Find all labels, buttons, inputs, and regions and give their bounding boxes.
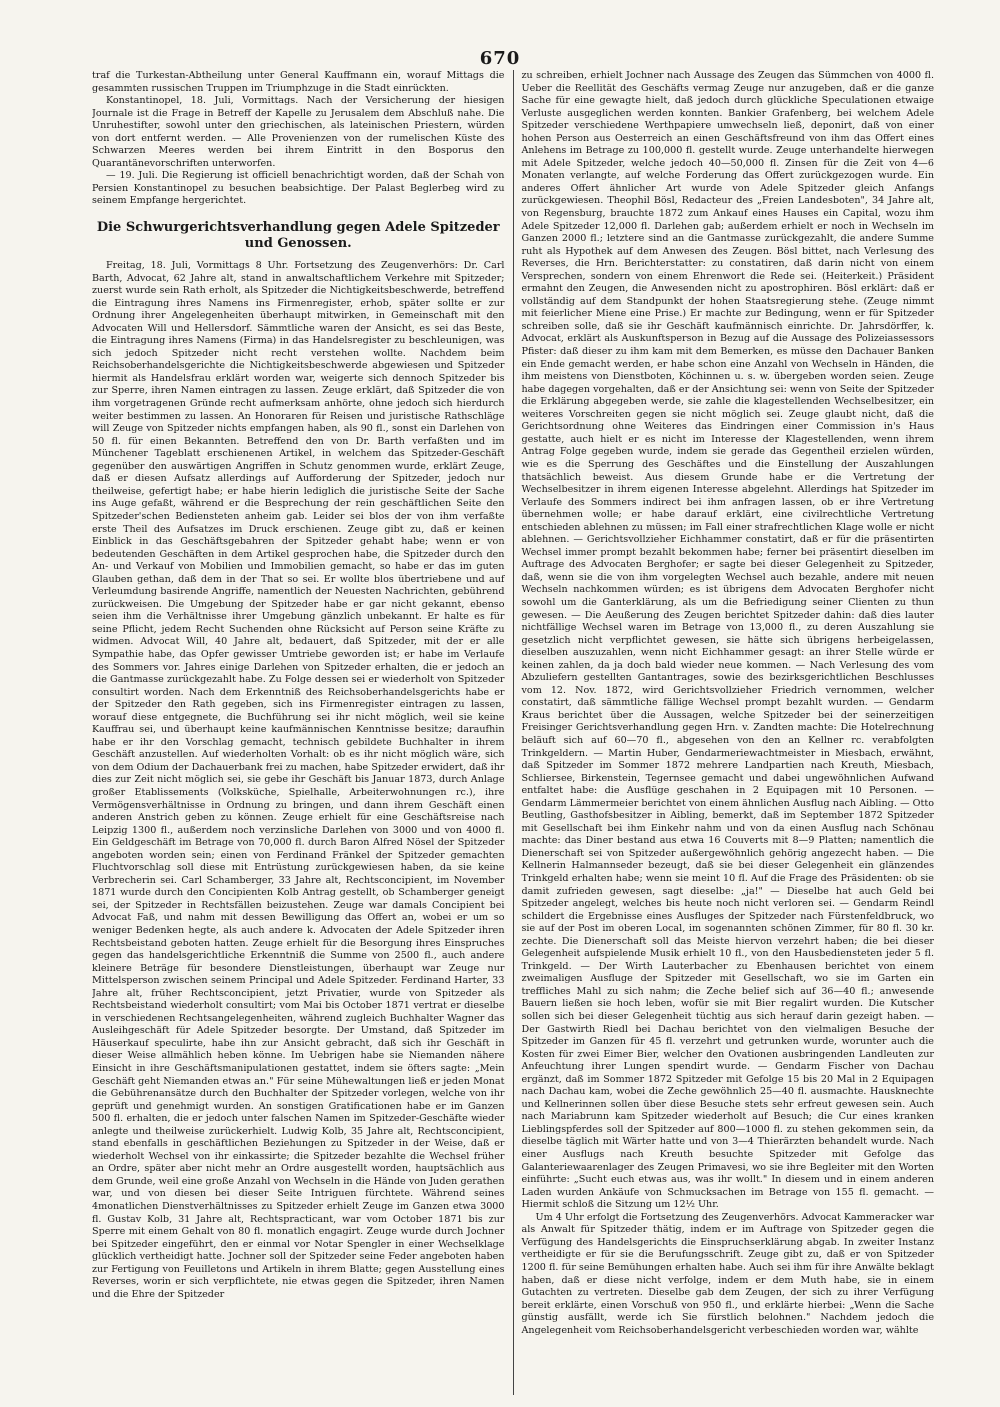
article-paragraph: Um 4 Uhr erfolgt die Fortsetzung des Zeugenverhörs. Advocat Kammeracker war als Anwalt für Spitzeder thätig, indem er im Auftrage von Spitzeder gegen die Verfügung des Handelsgerichts die Einspruchserklärung abgab. In zweiter Instanz vertheidigte er für sie die Berufungsschrift. Zeuge gibt zu, daß er von Spitzeder 1200 fl. für seine Bemühungen erhalten habe. Auch sei ihm für ihre Anwälte beklagt haben, daß er diese nicht verfolge, indem er dem Muth habe, sie in einem Gutachten zu vertreten. Dieselbe gab dem Zeugen, der sich zu ihrer Verfügung bereit erklärte, einen Vorschuß von 950 fl., und erklärte hierbei: „Wenn die Sache günstig ausfällt, werde ich Sie fürstlich belohnen." Nachdem jedoch die Angelegenheit vom Reichsoberhandelsgericht verbeschieden worden war, wählte [521, 1211, 934, 1336]
right-column [514, 70, 935, 1395]
news-paragraph: traf die Turkestan-Abtheilung unter General Kauffmann ein, worauf Mittags die gesammten russischen Truppen im Triumphzuge in die Stadt einrückten. [92, 70, 505, 94]
left-column [92, 70, 514, 1395]
article-title: Die Schwurgerichtsverhandlung gegen Adele Spitzeder und Genossen. [96, 220, 500, 252]
article-paragraph: Freitag, 18. Juli, Vormittags 8 Uhr. Fortsetzung des Zeugenverhörs: Dr. Carl Barth, Advocat, 62 Jahre alt, stand in anwaltschaftlichem Verkehre mit Spitzeder; zuerst wurde sein Rath erholt, als Spitzeder die Nichtigkeitsbeschwerde, betreffend die Eintragung ihres Namens ins Firmenregister, erhob, später sollte er zur Ordnung ihrer Angelegenheiten überhaupt mitwirken, in Gemeinschaft mit den Advocaten Will und Hellersdorf. Sämmtliche waren der Ansicht, es sei das Beste, die Eintragung ihres Namens (Firma) in das Handelsregister zu beschleunigen, was sich jedoch Spitzeder nicht recht verstehen wollte. Nachdem beim Reichsoberhandelsgerichte die Nichtigkeitsbeschwerde abgewiesen und Spitzeder hiermit als Handelsfrau erklärt worden war, weigerte sich dennoch Spitzeder bis zur Sperre, ihren Namen eintragen zu lassen. Zeuge erklärt, daß Spitzeder die von ihm vorgetragenen Gründe recht aufmerksam anhörte, ohne jedoch sich hierdurch weiter bestimmen zu lassen. An Honoraren für Reisen und juristische Rathschläge will Zeuge von Spitzeder nichts empfangen haben, als 90 fl., sonst ein Darlehen von 50 fl. für einen Bekannten. Betreffend den von Dr. Barth verfaßten und im Münchener Tageblatt erschienenen Artikel, in welchem das Spitzeder-Geschäft gegenüber den auswärtigen Angriffen in Schutz genommen wurde, erklärt Zeuge, daß er diesen Aufsatz allerdings auf Aufforderung der Spitzeder, jedoch nur theilweise, gefertigt habe; er habe hierin lediglich die juristische Seite der Sache ins Auge gefaßt, während er die Besprechung der rein geschäftlichen Seite den Spitzeder'schen Bediensteten anheim gab. Leider sei blos der von ihm verfaßte erste Theil des Aufsatzes im Druck erschienen. Zeuge gibt zu, daß er keinen Einblick in das Geschäftsgebahren der Spitzeder gehabt habe; wenn er von bedeutenden Geschäften in dem Artikel gesprochen habe, die Spitzeder durch den An- und Verkauf von Mobilien und Immobilien gemacht, so habe er das im guten Glauben gethan, daß dem in der That so sei. Er wollte blos übertriebene und auf Verleumdung basirende Angriffe, namentlich der Neuesten Nachrichten, gebührend zurückweisen. Die Umgebung der Spitzeder habe er gar nicht gekannt, ebenso seien ihm die Verhältnisse ihrer Umgebung gänzlich unbekannt. Er halte es für seine Pflicht, jedem Recht Suchenden ohne Rücksicht auf Person seine Kräfte zu widmen. Advocat Will, 40 Jahre alt, bedauert, daß Spitzeder, mit der er alle Sympathie habe, das Opfer gewisser Umtriebe geworden ist; er habe im Verlaufe des Sommers vor. Jahres einige Darlehen von Spitzeder erhalten, die er jedoch an die Gantmasse zurückgezahlt habe. Zu Folge dessen sei er wiederholt von Spitzeder consultirt worden. Nach dem Erkenntniß des Reichsoberhandelsgerichts habe er der Spitzeder den Rath gegeben, sich ins Firmenregister eintragen zu lassen, worauf diese entgegnete, die Buchführung sei ihr nicht möglich, weil sie keine Kauffrau sei, und überhaupt keine kaufmännischen Kenntnisse besitze; daraufhin habe er ihr den Vorschlag gemacht, technisch gebildete Buchhalter in ihrem Geschäft anzustellen. Auf wiederholten Vorhalt: ob es ihr nicht möglich wäre, sich von dem Odium der Dachauerbank frei zu machen, habe Spitzeder erwidert, daß ihr dies zur Zeit nicht möglich sei, sie gebe ihr Geschäft bis Januar 1873, durch Anlage großer Etablissements (Volksküche, Spielhalle, Arbeiterwohnungen rc.), ihre Vermögensverhältnisse in Ordnung zu bringen, und dann ihrem Geschäft einen anderen Anstrich geben zu können. Zeuge erhielt für eine Geschäftsreise nach Leipzig 1300 fl., außerdem noch verzinsliche Darlehen von 3000 und von 4000 fl. Ein Geldgeschäft im Betrage von 70,000 fl. durch Baron Alfred Nösel der Spitzeder angeboten worden sein; einen von Ferdinand Fränkel der Spitzeder gemachten Fluchtvorschlag soll diese mit Entrüstung zurückgewiesen haben, da sie keine Verbrecherin sei. Carl Schamberger, 33 Jahre alt, Rechtsconcipient, im November 1871 wurde durch den Concipienten Kolb Antrag gestellt, ob Schamberger geneigt sei, der Spitzeder in Rechtsfällen beizustehen. Zeuge war damals Concipient bei Advocat Faß, und nahm mit dessen Bewilligung das Offert an, wobei er um so weniger Bedenken hegte, als auch andere k. Advocaten der Adele Spitzeder ihren Rechtsbeistand geboten hatten. Zeuge erhielt für die Besorgung ihres Einspruches gegen das handelsgerichtliche Erkenntniß die Summe von 2500 fl., auch andere kleinere Beträge für besondere Dienstleistungen, überhaupt war Zeuge nur Mittelsperson zwischen seinem Principal und Adele Spitzeder. Ferdinand Harter, 33 Jahre alt, früher Rechtsconcipient, jetzt Privatier, wurde von Spitzeder als Rechtsbeistand wiederholt consultirt; vom Mai bis October 1871 vertrat er dieselbe in verschiedenen Rechtsangelegenheiten, während zugleich Buchhalter Wagner das Ausleihgeschäft für Adele Spitzeder besorgte. Der Umstand, daß Spitzeder im Häuserkauf speculirte, habe ihn zur Ansicht gebracht, daß sich ihr Geschäft in dieser Weise allmählich heben könne. Im Uebrigen habe sie Niemanden nähere Einsicht in ihre Geschäftsmanipulationen gestattet, indem sie öfters sagte: „Mein Geschäft geht Niemanden etwas an." Für seine Mühewaltungen ließ er jeden Monat die Gebührenansätze durch den Buchhalter der Spitzeder vorlegen, welche von ihr geprüft und genehmigt wurden. An sonstigen Gratificationen habe er im Ganzen 500 fl. erhalten, die er jedoch unter falschen Namen im Spitzeder-Geschäfte wieder anlegte und theilweise zurückerhielt. Ludwig Kolb, 35 Jahre alt, Rechtsconcipient, stand ebenfalls in geschäftlichen Beziehungen zu Spitzeder in der Weise, daß er wiederholt Wechsel von ihr einkassirte; die Spitzeder bezahlte die Wechsel früher an Ordre, später aber nicht mehr an Ordre ausgestellt worden, hauptsächlich aus dem Grunde, weil eine große Anzahl von Wechseln in die Hände von Juden gerathen war, und von diesen bei dieser Seite Intriguen fürchtete. Während seines 4monatlichen Dienstverhältnisses zu Spitzeder erhielt Zeuge im Ganzen etwa 3000 fl. Gustav Kolb, 31 Jahre alt, Rechtspracticant, war vom October 1871 bis zur Sperre mit einem Gehalt von 80 fl. monatlich engagirt. Zeuge wurde durch Jochner bei Spitzeder eingeführt, den er einmal vor Notar Spengler in einer Wechselklage glücklich vertheidigt hatte. Jochner soll der Spitzeder seine Feder angeboten haben zur Fertigung von Feuilletons und Artikeln in ihrem Blatte; gegen Ausstellung eines Reverses, worin er sich verpflichtete, nie etwas gegen die Spitzeder, ihren Namen und die Ehre der Spitzeder [92, 260, 505, 1300]
news-paragraph: — 19. Juli. Die Regierung ist officiell benachrichtigt worden, daß der Schah von Persien Konstantinopel zu besuchen beabsichtige. Der Palast Beglerbeg wird zu seinem Empfange hergerichtet. [92, 170, 505, 207]
news-paragraph: Konstantinopel, 18. Juli, Vormittags. Nach der Versicherung der hiesigen Journale ist die Frage in Betreff der Kapelle zu Jerusalem dem Abschluß nahe. Die Unruhestifter, sowohl unter den griechischen, als lateinischen Priestern, würden von dort entfernt werden. — Alle Provenienzen von der rumelischen Küste des Schwarzen Meeres werden bei ihrem Eintritt in den Bosporus den Quarantänevorschriften unterworfen. [92, 95, 505, 169]
article-paragraph: zu schreiben, erhielt Jochner nach Aussage des Zeugen das Sümmchen von 4000 fl. Ueber die Reellität des Geschäfts vermag Zeuge nur anzugeben, daß er die ganze Sache für eine gewagte hielt, daß jedoch durch glückliche Speculationen etwaige Verluste ausgeglichen werden konnten. Bankier Grafenberg, bei welchem Adele Spitzeder verschiedene Werthpapiere umwechseln ließ, deponirt, daß von einer hohen Person aus Oesterreich an einen Geschäftsfreund von ihm das Offert eines Anlehens im Betrage zu 100,000 fl. gestellt wurde. Zeuge unterhandelte hierwegen mit Adele Spitzeder, welche jedoch 40—50,000 fl. Zinsen für die Zeit von 4—6 Monaten verlangte, auf welche Forderung das Offert zurückgezogen wurde. Ein anderes Offert ähnlicher Art wurde von Adele Spitzeder gleich Anfangs zurückgewiesen. Theophil Bösl, Redacteur des „Freien Landesboten", 34 Jahre alt, von Regensburg, brauchte 1872 zum Ankauf eines Hauses ein Capital, wozu ihm Adele Spitzeder 12,000 fl. Darlehen gab; außerdem erhielt er noch in Wechseln im Ganzen 2000 fl.; letztere sind an die Gantmasse zurückgezahlt, die andere Summe ruht als Hypothek auf dem Anwesen des Zeugen. Bösl bittet, nach Verlesung des Reverses, die Hrn. Berichterstatter: zu constatiren, daß darin nicht von einem Versprechen, sondern von einem Ehrenwort die Rede sei. (Heiterkeit.) Präsident ermahnt den Zeugen, die Anwesenden nicht zu apostrophiren. Bösl erklärt: daß er vollständig auf dem Standpunkt der hohen Staatsregierung stehe. (Zeuge nimmt mit feierlicher Miene eine Prise.) Er machte zur Bedingung, wenn er für Spitzeder schreiben solle, daß sie ihr Geschäft kaufmännisch einrichte. Dr. Jahrsdörffer, k. Advocat, erklärt als Auskunftsperson in Bezug auf die Aussage des Polizeiassessors Pfister: daß dieser zu ihm kam mit dem Bemerken, es müsse den Dachauer Banken ein Ende gemacht werden, er habe schon eine Anzahl von Wechseln in Händen, die ihm meistens von Dienstboten, Köchinnen u. s. w. übergeben worden seien. Zeuge habe dagegen vorgehalten, daß er der Ansichtung sei: wenn von Seite der Spitzeder die Erklärung abgegeben werde, sie zahle die klagestellenden Wechselbesitzer, ein weiteres Vorschreiten gegen sie nicht möglich sei. Zeuge glaubt nicht, daß die Gerichtsordnung ohne Weiteres das Eindringen einer Commission in's Haus gestatte, auch hielt er es nicht im Interesse der Klagestellenden, wenn ihrem Antrag Folge gegeben wurde, indem sie gerade das Gegentheil erzielen würden, wie es die Sperrung des Geschäftes und die Einstellung der Auszahlungen thatsächlich beweist. Aus diesem Grunde habe er die Vertretung der Wechselbesitzer in ihrem eigenen Interesse abgelehnt. Allerdings hat Spitzeder im Verlaufe des Sommers indirect bei ihm anfragen lassen, ob er ihre Vertretung übernehmen wolle; er habe darauf erklärt, eine civilrechtliche Vertretung entschieden ablehnen zu müssen; im Fall einer strafrechtlichen Klage wolle er nicht ablehnen. — Gerichtsvollzieher Eichhammer constatirt, daß er für die präsentirten Wechsel immer prompt bezahlt bekommen habe; ferner bei präsentirt dieselben im Auftrage des Advocaten Berghofer; er sagte bei dieser Gelegenheit zu Spitzeder, daß, wenn sie die von ihm vorgelegten Wechsel auch bezahle, andere mit neuen Wechseln nachkommen würden; es ist übrigens dem Advocaten Berghofer nicht sowohl um die Ganterklärung, als um die Befriedigung seiner Clienten zu thun gewesen. — Die Aeußerung des Zeugen berichtet Spitzeder dahin: daß dies lauter nichtfällige Wechsel waren im Betrage von 13,000 fl., zu deren Auszahlung sie gesetzlich nicht verpflichtet gewesen, sie hätte sich übrigens herbeigelassen, dieselben auszuzahlen, wenn nicht Eichhammer gesagt: an ihrer Stelle würde er keinen zahlen, da ja doch bald wieder neue kommen. — Nach Verlesung des vom Abzuliefern gestellten Gantantrages, sowie des bezirksgerichtlichen Beschlusses vom 12. Nov. 1872, wird Gerichtsvollzieher Friedrich vernommen, welcher constatirt, daß sämmtliche fällige Wechsel prompt bezahlt wurden. — Gendarm Kraus berichtet über die Aussagen, welche Spitzeder bei der seinerzeitigen Freisinger Gerichtsverhandlung gegen Hrn. v. Zandten machte: Die Hotelrechnung beläuft sich auf 60—70 fl., abgesehen von den an Kellner rc. verabfolgten Trinkgeldern. — Martin Huber, Gendarmeriewachtmeister in Miesbach, erwähnt, daß Spitzeder im Sommer 1872 mehrere Landpartien nach Kreuth, Miesbach, Schliersee, Birkenstein, Tegernsee gemacht und dabei ungewöhnlichen Aufwand entfaltet habe: die Ausflüge geschahen in 2 Equipagen mit 10 Personen. — Gendarm Lämmermeier berichtet von einem ähnlichen Ausflug nach Aibling. — Otto Beutling, Gasthofsbesitzer in Aibling, bemerkt, daß im September 1872 Spitzeder mit Gesellschaft bei ihm Einkehr nahm und von da einen Ausflug nach Schönau machte: das Diner bestand aus etwa 16 Couverts mit 8—9 Platten; namentlich die Dienerschaft sei von Spitzeder außergewöhnlich gehörig angezecht haben. — Die Kellnerin Halmannseder bezeugt, daß sie bei dieser Gelegenheit ein glänzendes Trinkgeld erhalten habe; wenn sie meint 10 fl. Auf die Frage des Präsidenten: ob sie damit zufrieden gewesen, sagt dieselbe: „ja!" — Dieselbe hat auch Geld bei Spitzeder angelegt, welches bis heute noch nicht verloren sei. — Gendarm Reindl schildert die Ergebnisse eines Ausfluges der Spitzeder nach Fürstenfeldbruck, wo sie auf der Post im oberen Local, im sogenannten schönen Zimmer, für 80 fl. 30 kr. zechte. Die Dienerschaft soll das Meiste hiervon verzehrt haben; die bei dieser Gelegenheit aufspielende Musik erhielt 10 fl., von den Hausbediensteten jeder 5 fl. Trinkgeld. — Der Wirth Lauterbacher zu Ebenhausen berichtet von einem zweimaligen Ausfluge der Spitzeder mit Gesellschaft, wo sie im Garten ein treffliches Mahl zu sich nahm; die Zeche belief sich auf 36—40 fl.; anwesende Bauern ließen sie hoch leben, wofür sie mit Bier regalirt wurden. Die Kutscher sollen sich bei dieser Gelegenheit tüchtig aus sich herauf darin gezeigt haben. — Der Gastwirth Riedl bei Dachau berichtet von den vielmaligen Besuche der Spitzeder im Ganzen für 45 fl. verzehrt und getrunken wurde, worunter auch die Kosten für zwei Eimer Bier, welcher den Ovationen ausbringenden Landleuten zur Anfeuchtung ihrer Lungen spendirt wurde. — Gendarm Fischer von Dachau ergänzt, daß im Sommer 1872 Spitzeder mit Gefolge 15 bis 20 Mal in 2 Equipagen nach Dachau kam, wobei die Zeche gewöhnlich 25—40 fl. ausmachte. Hausknechte und Kellnerinnen sollen über diese Besuche stets sehr erfreut gewesen sein. Auch nach Mariabrunn kam Spitzeder wiederholt auf Besuch; die Cur eines kranken Lieblingspferdes soll der Spitzeder auf 800—1000 fl. zu stehen gekommen sein, da dieselbe täglich mit Wärter hatte und von 3—4 Thierärzten behandelt wurde. Nach einer Ausflugs nach Kreuth besuchte Spitzeder mit Gefolge das Galanteriewaarenlager des Zeugen Primavesi, wo sie ihre Begleiter mit den Worten einführte: „Sucht euch etwas aus, was ihr wollt." In diesem und in einem anderen Laden wurden Ankäufe von Schmucksachen im Betrage von 155 fl. gemacht. — Hiermit schloß die Sitzung um 12½ Uhr. [521, 70, 934, 1211]
page-number: 670 [479, 48, 521, 69]
text-columns [92, 70, 934, 1395]
